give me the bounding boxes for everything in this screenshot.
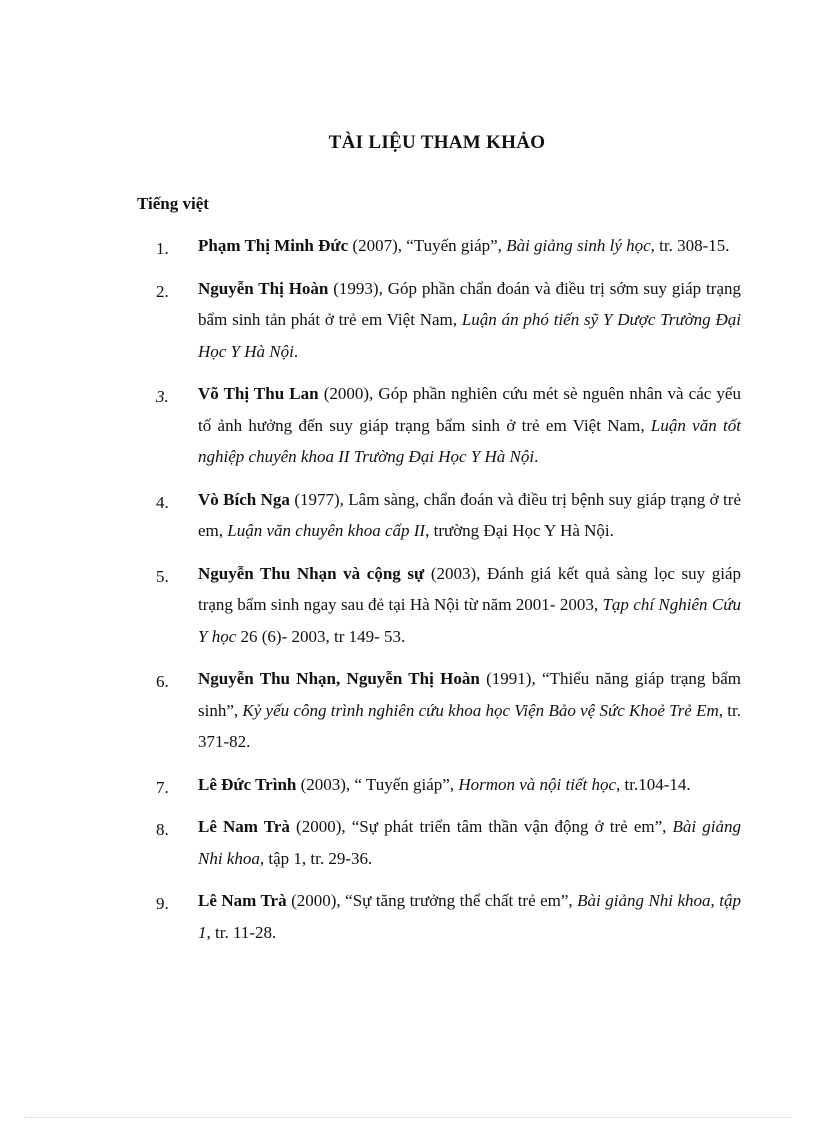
reference-tail: , tr. 308-15. — [650, 236, 730, 255]
reference-author: Nguyễn Thị Hoàn — [198, 278, 329, 298]
reference-details: (2003), Đánh giá kết quả sàng lọc suy giáp trạng bẩm sinh ngay sau đẻ tại Hà Nội từ năm 2001- 2003, — [198, 563, 741, 614]
reference-item — [156, 663, 741, 758]
reference-source: Luận văn chuyên khoa cấp II — [227, 521, 426, 540]
reference-tail: , trường Đại Học Y Hà Nội. — [425, 521, 614, 540]
page-title: TÀI LIỆU THAM KHẢO — [328, 132, 546, 153]
reference-source: Tạp chí Nghiên Cứu Y học — [198, 595, 741, 646]
reference-author: Lê Nam Trà — [198, 817, 290, 836]
reference-tail: , tr. 371-82. — [198, 700, 741, 751]
reference-source: Luận án phó tiến sỹ Y Dược Trường Đại Học Y Hà Nội — [198, 310, 741, 361]
reference-item — [156, 769, 741, 801]
section-heading: Tiếng việt — [137, 194, 209, 213]
reference-author: Võ Thị Thu Lan — [198, 384, 319, 403]
reference-source: Hormon và nội tiết học — [458, 774, 617, 794]
reference-number: 1. — [156, 239, 169, 258]
reference-number: 4. — [156, 492, 169, 512]
reference-details: (1991), “Thiểu năng giáp trạng bẩm sinh”, — [198, 669, 741, 720]
reference-source: Kỷ yếu công trình nghiên cứu khoa học Viện Bảo vệ Sức Khoẻ Trẻ Em — [242, 700, 719, 720]
reference-item — [156, 484, 741, 547]
reference-tail: 26 (6)- 2003, tr 149- 53. — [236, 626, 406, 646]
reference-item — [156, 230, 741, 262]
reference-tail: , tập 1, tr. 29-36. — [259, 848, 373, 868]
reference-source: Bài giảng sinh lý học — [506, 236, 651, 255]
reference-tail: , tr. 11-28. — [206, 922, 277, 942]
reference-author: Nguyễn Thu Nhạn, Nguyễn Thị Hoàn — [198, 669, 480, 688]
reference-source: Luận văn tốt nghiệp chuyên khoa II Trường Đại Học Y Hà Nội — [198, 415, 741, 466]
reference-details: (1993), Góp phần chẩn đoán và điều trị sớm suy giáp trạng bẩm sinh tản phát ở trẻ em Việt Nam, — [198, 278, 741, 329]
reference-details: (2000), Góp phần nghiên cứu mét sè nguên nhân và các yếu tố ảnh hưởng đến suy giáp trạng bẩm sinh ở trẻ em Việt Nam, — [198, 384, 741, 435]
reference-tail: . — [293, 341, 299, 361]
reference-number: 5. — [156, 566, 169, 586]
reference-item — [156, 885, 741, 948]
reference-source: Bài giảng Nhi khoa — [198, 817, 741, 868]
reference-author: Lê Đức Trình — [198, 774, 297, 794]
reference-tail: , tr.104-14. — [616, 774, 691, 794]
reference-details: (2000), “Sự phát triển tâm thần vận động ở trẻ em”, — [289, 817, 673, 836]
reference-details: (2000), “Sự tăng trưởng thể chất trẻ em”, — [286, 891, 578, 910]
reference-details: (2007), “Tuyến giáp”, — [348, 236, 507, 255]
reference-list — [156, 230, 741, 959]
reference-author: Lê Nam Trà — [198, 891, 287, 910]
reference-number: 6. — [156, 672, 169, 691]
reference-item — [156, 558, 741, 653]
reference-item — [156, 811, 741, 874]
reference-tail: . — [534, 447, 539, 466]
reference-author: Phạm Thị Minh Đức — [198, 236, 349, 255]
reference-number: 9. — [156, 894, 169, 913]
page-bottom-divider — [24, 1117, 792, 1118]
reference-item — [156, 378, 741, 473]
reference-number: 7. — [156, 777, 169, 797]
reference-author: Vò Bích Nga — [198, 489, 290, 509]
reference-number: 3. — [156, 387, 169, 406]
reference-item — [156, 273, 741, 368]
reference-details: (1977), Lâm sàng, chẩn đoán và điều trị bệnh suy giáp trạng ở trẻ em, — [198, 489, 741, 540]
reference-author: Nguyễn Thu Nhạn và cộng sự — [198, 563, 425, 583]
reference-details: (2003), “ Tuyến giáp”, — [296, 774, 459, 794]
reference-source: Bài giảng Nhi khoa, tập 1 — [198, 891, 742, 942]
reference-number: 8. — [156, 820, 169, 839]
reference-number: 2. — [156, 281, 169, 301]
